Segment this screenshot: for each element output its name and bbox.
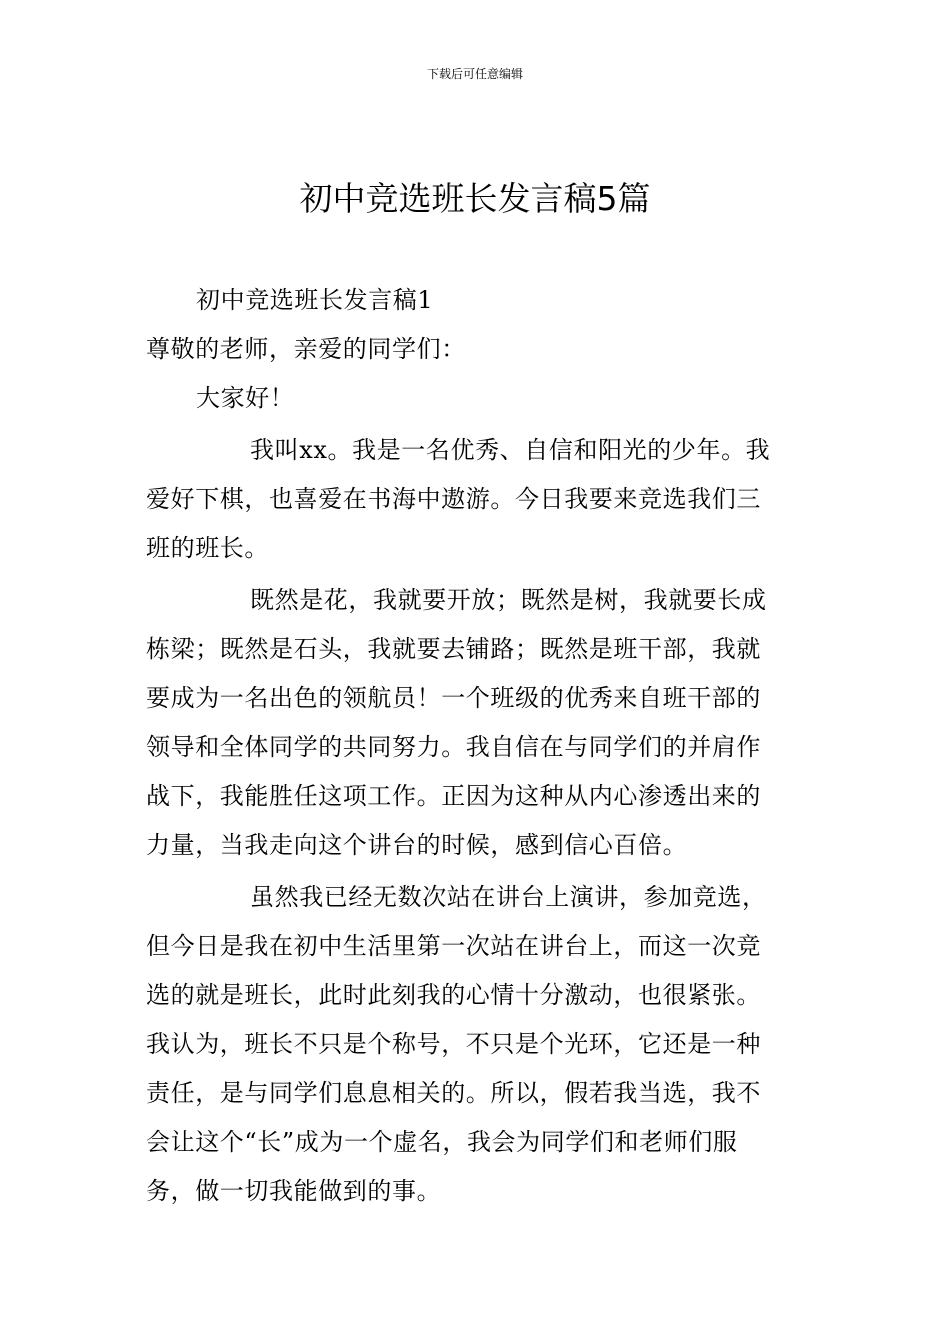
paragraph-line: 我叫xx。我是一名优秀、自信和阳光的少年。我 [250, 436, 771, 464]
paragraph-2 [146, 576, 808, 870]
section-heading: 初中竞选班长发言稿1 [196, 286, 434, 314]
greeting: 大家好！ [196, 384, 295, 412]
paragraph-line: 要成为一名出色的领航员！一个班级的优秀来自班干部的 [146, 684, 761, 712]
document-title: 初中竞选班长发言稿5篇 [299, 179, 651, 218]
header-note: 下载后可任意编辑 [426, 67, 523, 81]
paragraph-line: 责任，是与同学们息息相关的。所以，假若我当选，我不 [146, 1079, 761, 1107]
salutation: 尊敬的老师，亲爱的同学们： [146, 335, 466, 363]
paragraph-3 [146, 873, 808, 1216]
paragraph-line: 栋梁；既然是石头，我就要去铺路；既然是班干部，我就 [146, 635, 761, 663]
paragraph-line: 班的班长。 [146, 534, 269, 562]
paragraph-line: 爱好下棋，也喜爱在书海中遨游。今日我要来竞选我们三 [146, 485, 761, 513]
paragraph-line: 但今日是我在初中生活里第一次站在讲台上，而这一次竞 [146, 932, 761, 960]
paragraph-line: 虽然我已经无数次站在讲台上演讲，参加竞选， [250, 883, 767, 911]
paragraph-1 [146, 426, 808, 573]
paragraph-line: 我认为，班长不只是个称号，不只是个光环，它还是一种 [146, 1030, 761, 1058]
document-body [146, 276, 808, 1216]
paragraph-line: 战下，我能胜任这项工作。正因为这种从内心渗透出来的 [146, 782, 761, 810]
paragraph-line: 力量，当我走向这个讲台的时候，感到信心百倍。 [146, 831, 688, 859]
paragraph-line: 务，做一切我能做到的事。 [146, 1177, 442, 1205]
paragraph-line: 既然是花，我就要开放；既然是树，我就要长成 [250, 586, 767, 614]
paragraph-line: 会让这个“长”成为一个虚名，我会为同学们和老师们服 [146, 1128, 738, 1156]
paragraph-line: 选的就是班长，此时此刻我的心情十分激动，也很紧张。 [146, 981, 761, 1009]
paragraph-line: 领导和全体同学的共同努力。我自信在与同学们的并肩作 [146, 733, 761, 761]
